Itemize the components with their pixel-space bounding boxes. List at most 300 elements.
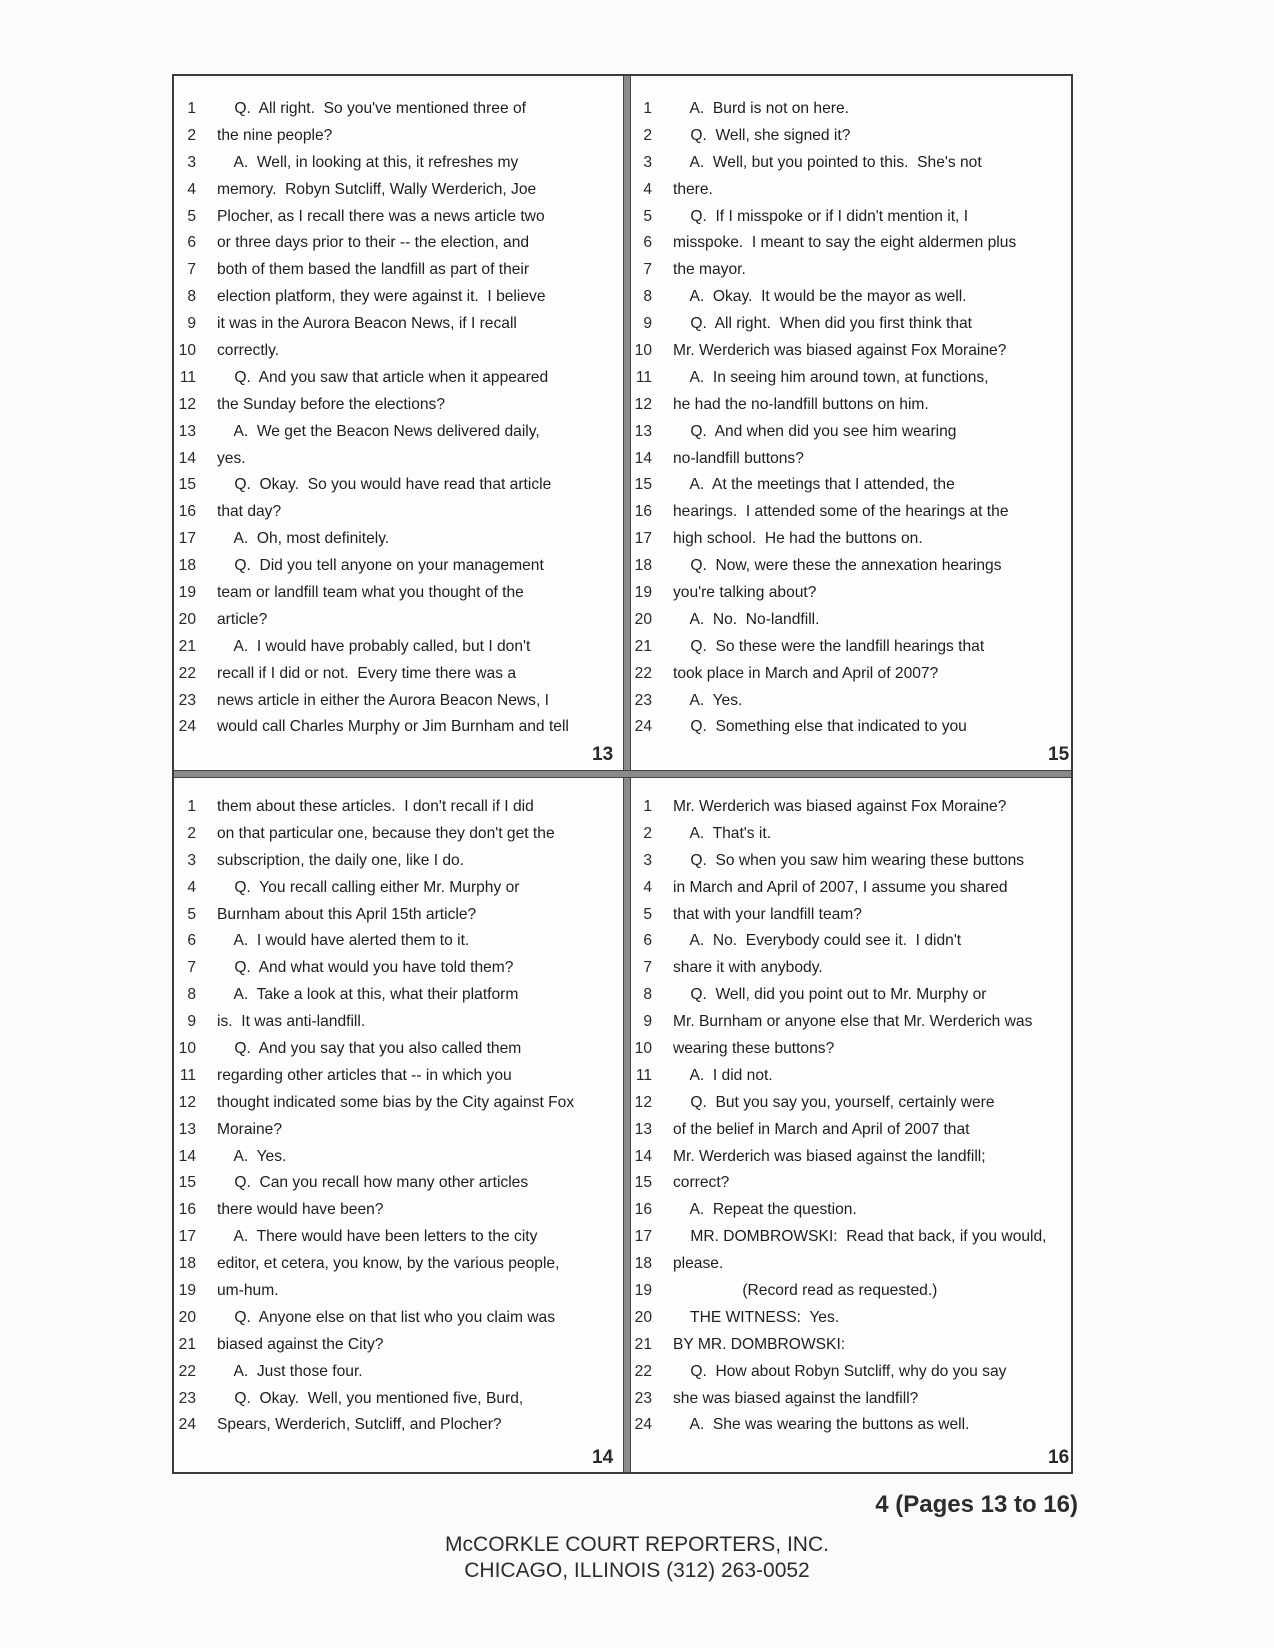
line-text: would call Charles Murphy or Jim Burnham and tell (217, 718, 569, 736)
line-number: 11 (635, 1066, 652, 1084)
transcript-line (630, 580, 1078, 607)
page-number-13: 13 (592, 744, 614, 765)
line-number: 8 (643, 288, 652, 306)
transcript-line (174, 1197, 622, 1224)
line-text: wearing these buttons? (673, 1040, 835, 1058)
line-text: Q. Well, did you point out to Mr. Murphy or (673, 986, 987, 1004)
transcript-line (630, 150, 1078, 177)
line-number: 14 (634, 449, 652, 467)
line-text: biased against the City? (217, 1335, 384, 1353)
transcript-line (630, 1117, 1078, 1144)
line-text: Mr. Werderich was biased against Fox Moraine? (673, 798, 1007, 815)
line-number: 4 (187, 878, 196, 896)
line-text: A. In seeing him around town, at functions, (673, 368, 989, 386)
line-text: A. Yes. (673, 691, 743, 709)
transcript-line (630, 1412, 1078, 1439)
transcript-line (174, 661, 622, 688)
transcript-line (630, 1332, 1078, 1359)
line-number: 16 (178, 1201, 196, 1219)
transcript-line (630, 1278, 1078, 1305)
line-text: A. Take a look at this, what their platform (217, 986, 519, 1004)
line-text: Q. Did you tell anyone on your management (217, 557, 544, 575)
line-text: hearings. I attended some of the hearings at the (673, 503, 1009, 521)
line-number: 19 (634, 584, 652, 602)
line-number: 21 (178, 1335, 196, 1353)
line-text: A. I did not. (673, 1066, 773, 1084)
transcript-line (174, 1090, 622, 1117)
line-text: recall if I did or not. Every time there was a (217, 664, 516, 682)
line-number: 22 (178, 664, 196, 682)
line-number: 24 (634, 718, 652, 736)
line-text: it was in the Aurora Beacon News, if I recall (217, 315, 517, 333)
line-text: them about these articles. I don't recall if I did (217, 798, 534, 815)
transcript-line (174, 875, 622, 902)
line-number: 18 (634, 1255, 652, 1273)
line-text: election platform, they were against it. I believe (217, 288, 546, 306)
line-number: 2 (187, 824, 196, 842)
line-text: there would have been? (217, 1201, 384, 1219)
line-number: 16 (634, 1201, 652, 1219)
line-text: the Sunday before the elections? (217, 395, 446, 413)
line-text: Q. But you say you, yourself, certainly were (673, 1093, 995, 1111)
transcript-line (174, 902, 622, 929)
line-number: 12 (634, 395, 652, 413)
line-text: A. Well, in looking at this, it refreshes my (217, 153, 519, 171)
line-number: 20 (178, 1308, 196, 1326)
transcript-line (630, 311, 1078, 338)
transcript-line (630, 284, 1078, 311)
transcript-line (174, 794, 622, 821)
line-number: 5 (187, 207, 196, 225)
transcript-line (630, 607, 1078, 634)
line-number: 18 (178, 557, 196, 575)
transcript-line (630, 446, 1078, 473)
line-number: 22 (634, 1362, 652, 1380)
transcript-page-15 (630, 96, 1078, 741)
line-number: 7 (643, 959, 652, 977)
transcript-line (174, 821, 622, 848)
line-text: Q. You recall calling either Mr. Murphy or (217, 878, 520, 896)
line-text: A. Okay. It would be the mayor as well. (673, 288, 967, 306)
transcript-line (630, 928, 1078, 955)
line-text: A. I would have probably called, but I don't (217, 637, 531, 655)
line-text: A. There would have been letters to the city (217, 1228, 538, 1246)
line-number: 3 (187, 153, 196, 171)
line-text: Q. All right. So you've mentioned three of (217, 100, 526, 117)
line-text: A. We get the Beacon News delivered daily, (217, 422, 540, 440)
transcript-line (630, 1009, 1078, 1036)
line-number: 23 (634, 691, 652, 709)
transcript-line (174, 553, 622, 580)
line-number: 13 (634, 1120, 652, 1138)
line-text: Q. So when you saw him wearing these buttons (673, 851, 1025, 869)
transcript-line (630, 553, 1078, 580)
line-text: Mr. Werderich was biased against the landfill; (673, 1147, 986, 1165)
line-number: 5 (643, 207, 652, 225)
transcript-line (174, 96, 622, 123)
line-number: 14 (634, 1147, 652, 1165)
line-number: 24 (178, 718, 196, 736)
line-number: 19 (178, 1282, 196, 1300)
transcript-line (174, 1224, 622, 1251)
transcript-line (174, 1386, 622, 1413)
line-text: Mr. Burnham or anyone else that Mr. Werderich was (673, 1013, 1033, 1031)
transcript-line (174, 419, 622, 446)
line-number: 11 (179, 368, 196, 386)
line-number: 13 (178, 1120, 196, 1138)
line-text: A. Well, but you pointed to this. She's not (673, 153, 982, 171)
line-number: 10 (178, 1040, 196, 1058)
line-text: A. Oh, most definitely. (217, 530, 390, 548)
line-number: 15 (634, 476, 652, 494)
transcript-line (174, 1251, 622, 1278)
line-text: Q. If I misspoke or if I didn't mention it, I (673, 207, 969, 225)
transcript-line (630, 1036, 1078, 1063)
line-number: 4 (643, 878, 652, 896)
transcript-line (174, 634, 622, 661)
transcript-line (174, 1063, 622, 1090)
line-number: 6 (643, 234, 652, 252)
line-text: please. (673, 1255, 724, 1273)
line-text: of the belief in March and April of 2007 that (673, 1120, 970, 1138)
line-number: 10 (634, 1040, 652, 1058)
transcript-line (630, 875, 1078, 902)
transcript-line (630, 1305, 1078, 1332)
transcript-line (630, 955, 1078, 982)
transcript-line (630, 123, 1078, 150)
line-text: there. (673, 180, 713, 198)
line-text: BY MR. DOMBROWSKI: (673, 1335, 846, 1353)
line-text: Moraine? (217, 1120, 283, 1138)
line-text: or three days prior to their -- the election, and (217, 234, 530, 252)
line-text: Q. Anyone else on that list who you claim was (217, 1308, 556, 1326)
line-text: Q. Something else that indicated to you (673, 718, 967, 736)
line-number: 6 (643, 932, 652, 950)
transcript-page-16 (630, 794, 1078, 1439)
line-text: she was biased against the landfill? (673, 1389, 919, 1407)
line-number: 23 (634, 1389, 652, 1407)
transcript-line (630, 177, 1078, 204)
line-number: 13 (178, 422, 196, 440)
line-text: the nine people? (217, 126, 333, 144)
line-text: Q. Can you recall how many other articles (217, 1174, 529, 1192)
transcript-line (174, 688, 622, 715)
line-text: memory. Robyn Sutcliff, Wally Werderich, Joe (217, 180, 537, 198)
line-text: Spears, Werderich, Sutcliff, and Plocher? (217, 1416, 502, 1434)
line-text: A. Yes. (217, 1147, 287, 1165)
line-text: team or landfill team what you thought of the (217, 584, 524, 602)
line-number: 19 (634, 1282, 652, 1300)
line-number: 17 (634, 530, 652, 548)
line-text: Q. Well, she signed it? (673, 126, 851, 144)
line-text: on that particular one, because they don't get the (217, 824, 555, 842)
line-text: A. Repeat the question. (673, 1201, 857, 1219)
line-text: A. No. No-landfill. (673, 610, 820, 628)
line-text: editor, et cetera, you know, by the various people, (217, 1255, 560, 1273)
line-number: 19 (178, 584, 196, 602)
transcript-line (630, 688, 1078, 715)
transcript-line (174, 230, 622, 257)
line-number: 22 (634, 664, 652, 682)
line-number: 6 (187, 932, 196, 950)
horizontal-page-divider (174, 770, 1071, 778)
line-text: A. At the meetings that I attended, the (673, 476, 955, 494)
line-text: Q. And you say that you also called them (217, 1040, 522, 1058)
transcript-line (630, 1359, 1078, 1386)
line-number: 12 (634, 1093, 652, 1111)
transcript-line (174, 311, 622, 338)
transcript-line (174, 1278, 622, 1305)
line-number: 9 (187, 1013, 196, 1031)
line-number: 20 (634, 610, 652, 628)
line-number: 14 (178, 449, 196, 467)
line-text: no-landfill buttons? (673, 449, 804, 467)
line-text: article? (217, 610, 268, 628)
line-text: THE WITNESS: Yes. (673, 1308, 840, 1326)
line-number: 15 (634, 1174, 652, 1192)
line-text: subscription, the daily one, like I do. (217, 851, 465, 869)
line-text: Q. All right. When did you first think that (673, 315, 973, 333)
transcript-line (630, 419, 1078, 446)
footer-contact: CHICAGO, ILLINOIS (312) 263-0052 (464, 1559, 810, 1582)
page-range-label: 4 (Pages 13 to 16) (875, 1491, 1078, 1518)
line-number: 13 (634, 422, 652, 440)
transcript-line (174, 150, 622, 177)
transcript-page-13 (174, 96, 622, 741)
line-text: Q. So these were the landfill hearings that (673, 637, 985, 655)
transcript-line (174, 982, 622, 1009)
transcript-sheet (172, 74, 1073, 1474)
transcript-line (174, 1036, 622, 1063)
line-number: 17 (178, 1228, 196, 1246)
transcript-line (630, 821, 1078, 848)
line-number: 11 (635, 368, 652, 386)
line-text: Burnham about this April 15th article? (217, 905, 477, 923)
footer-company: McCORKLE COURT REPORTERS, INC. (445, 1533, 829, 1556)
transcript-line (630, 257, 1078, 284)
line-number: 14 (178, 1147, 196, 1165)
line-text: A. Burd is not on here. (673, 100, 849, 117)
line-number: 12 (178, 1093, 196, 1111)
page-number-16: 16 (1048, 1447, 1070, 1468)
transcript-line (630, 230, 1078, 257)
line-number: 9 (187, 315, 196, 333)
line-text: A. That's it. (673, 824, 772, 842)
transcript-line (630, 204, 1078, 231)
line-number: 7 (187, 959, 196, 977)
line-text: Q. How about Robyn Sutcliff, why do you say (673, 1362, 1007, 1380)
line-number: 21 (178, 637, 196, 655)
line-number: 11 (179, 1066, 196, 1084)
line-text: Mr. Werderich was biased against Fox Moraine? (673, 342, 1007, 360)
transcript-line (174, 1009, 622, 1036)
transcript-page-14 (174, 794, 622, 1439)
line-number: 2 (643, 126, 652, 144)
line-number: 10 (178, 342, 196, 360)
line-number: 8 (187, 986, 196, 1004)
line-text: Q. Now, were these the annexation hearings (673, 557, 1002, 575)
transcript-line (630, 1063, 1078, 1090)
line-number: 17 (178, 530, 196, 548)
line-text: in March and April of 2007, I assume you shared (673, 878, 1008, 896)
transcript-line (630, 1144, 1078, 1171)
transcript-line (174, 580, 622, 607)
line-number: 24 (634, 1416, 652, 1434)
line-number: 23 (178, 691, 196, 709)
transcript-line (630, 902, 1078, 929)
line-number: 20 (634, 1308, 652, 1326)
line-text: he had the no-landfill buttons on him. (673, 395, 929, 413)
line-number: 10 (634, 342, 652, 360)
transcript-line (630, 982, 1078, 1009)
transcript-line (174, 526, 622, 553)
transcript-line (174, 284, 622, 311)
line-number: 24 (178, 1416, 196, 1434)
line-number: 15 (178, 476, 196, 494)
transcript-line (174, 848, 622, 875)
line-text: correctly. (217, 342, 280, 360)
line-text: you're talking about? (673, 584, 817, 602)
line-number: 8 (187, 288, 196, 306)
transcript-line (174, 955, 622, 982)
line-number: 23 (178, 1389, 196, 1407)
line-number: 22 (178, 1362, 196, 1380)
transcript-line (630, 661, 1078, 688)
line-number: 17 (634, 1228, 652, 1246)
line-text: A. She was wearing the buttons as well. (673, 1416, 970, 1434)
transcript-line (630, 472, 1078, 499)
line-text: that with your landfill team? (673, 905, 862, 923)
transcript-line (630, 1090, 1078, 1117)
line-number: 5 (187, 905, 196, 923)
transcript-line (174, 338, 622, 365)
line-number: 8 (643, 986, 652, 1004)
line-number: 20 (178, 610, 196, 628)
transcript-line (630, 848, 1078, 875)
line-text: both of them based the landfill as part of their (217, 261, 530, 279)
transcript-line (174, 446, 622, 473)
line-number: 1 (187, 100, 196, 117)
transcript-line (174, 499, 622, 526)
line-text: news article in either the Aurora Beacon News, I (217, 691, 549, 709)
transcript-line (630, 96, 1078, 123)
line-text: correct? (673, 1174, 730, 1192)
line-number: 18 (634, 557, 652, 575)
transcript-line (174, 1412, 622, 1439)
transcript-line (174, 204, 622, 231)
line-number: 4 (187, 180, 196, 198)
line-text: um-hum. (217, 1282, 279, 1300)
line-number: 3 (643, 153, 652, 171)
line-number: 1 (643, 798, 652, 815)
line-text: Q. And you saw that article when it appeared (217, 368, 549, 386)
line-number: 2 (643, 824, 652, 842)
line-text: A. No. Everybody could see it. I didn't (673, 932, 962, 950)
line-text: share it with anybody. (673, 959, 823, 977)
line-number: 9 (643, 1013, 652, 1031)
line-text: A. I would have alerted them to it. (217, 932, 470, 950)
transcript-line (174, 1332, 622, 1359)
line-number: 3 (643, 851, 652, 869)
transcript-line (174, 1170, 622, 1197)
transcript-line (174, 714, 622, 741)
line-text: A. Just those four. (217, 1362, 363, 1380)
line-text: Plocher, as I recall there was a news article two (217, 207, 545, 225)
line-number: 16 (634, 503, 652, 521)
line-text: thought indicated some bias by the City against Fox (217, 1093, 575, 1111)
transcript-line (174, 123, 622, 150)
line-number: 12 (178, 395, 196, 413)
transcript-line (630, 714, 1078, 741)
transcript-line (630, 794, 1078, 821)
transcript-line (630, 338, 1078, 365)
line-number: 15 (178, 1174, 196, 1192)
line-number: 7 (187, 261, 196, 279)
transcript-line (174, 472, 622, 499)
line-number: 2 (187, 126, 196, 144)
transcript-line (174, 365, 622, 392)
transcript-line (630, 1197, 1078, 1224)
line-number: 18 (178, 1255, 196, 1273)
line-number: 1 (187, 798, 196, 815)
transcript-line (630, 1224, 1078, 1251)
line-text: MR. DOMBROWSKI: Read that back, if you would, (673, 1228, 1047, 1246)
line-text: regarding other articles that -- in which you (217, 1066, 512, 1084)
line-text: that day? (217, 503, 282, 521)
transcript-line (630, 1386, 1078, 1413)
line-text: yes. (217, 449, 246, 467)
line-text: Q. Okay. So you would have read that article (217, 476, 552, 494)
page-number-14: 14 (592, 1447, 614, 1468)
transcript-line (174, 607, 622, 634)
line-text: high school. He had the buttons on. (673, 530, 923, 548)
transcript-line (174, 1305, 622, 1332)
line-text: the mayor. (673, 261, 746, 279)
page-number-15: 15 (1048, 744, 1070, 765)
transcript-line (630, 634, 1078, 661)
line-number: 7 (643, 261, 652, 279)
transcript-line (174, 1117, 622, 1144)
transcript-line (174, 1359, 622, 1386)
transcript-line (630, 365, 1078, 392)
transcript-line (630, 526, 1078, 553)
line-number: 9 (643, 315, 652, 333)
transcript-line (630, 1251, 1078, 1278)
transcript-line (174, 1144, 622, 1171)
line-number: 3 (187, 851, 196, 869)
transcript-line (174, 177, 622, 204)
line-number: 6 (187, 234, 196, 252)
line-text: Q. Okay. Well, you mentioned five, Burd, (217, 1389, 524, 1407)
transcript-line (630, 392, 1078, 419)
line-text: Q. And when did you see him wearing (673, 422, 957, 440)
transcript-line (174, 392, 622, 419)
line-text: (Record read as requested.) (673, 1282, 938, 1300)
line-text: is. It was anti-landfill. (217, 1013, 366, 1031)
line-number: 5 (643, 905, 652, 923)
line-number: 4 (643, 180, 652, 198)
transcript-line (630, 499, 1078, 526)
line-text: misspoke. I meant to say the eight aldermen plus (673, 234, 1017, 252)
transcript-line (630, 1170, 1078, 1197)
line-number: 21 (634, 637, 652, 655)
line-number: 1 (643, 100, 652, 117)
transcript-line (174, 257, 622, 284)
line-text: Q. And what would you have told them? (217, 959, 514, 977)
transcript-line (174, 928, 622, 955)
line-number: 16 (178, 503, 196, 521)
line-number: 21 (634, 1335, 652, 1353)
